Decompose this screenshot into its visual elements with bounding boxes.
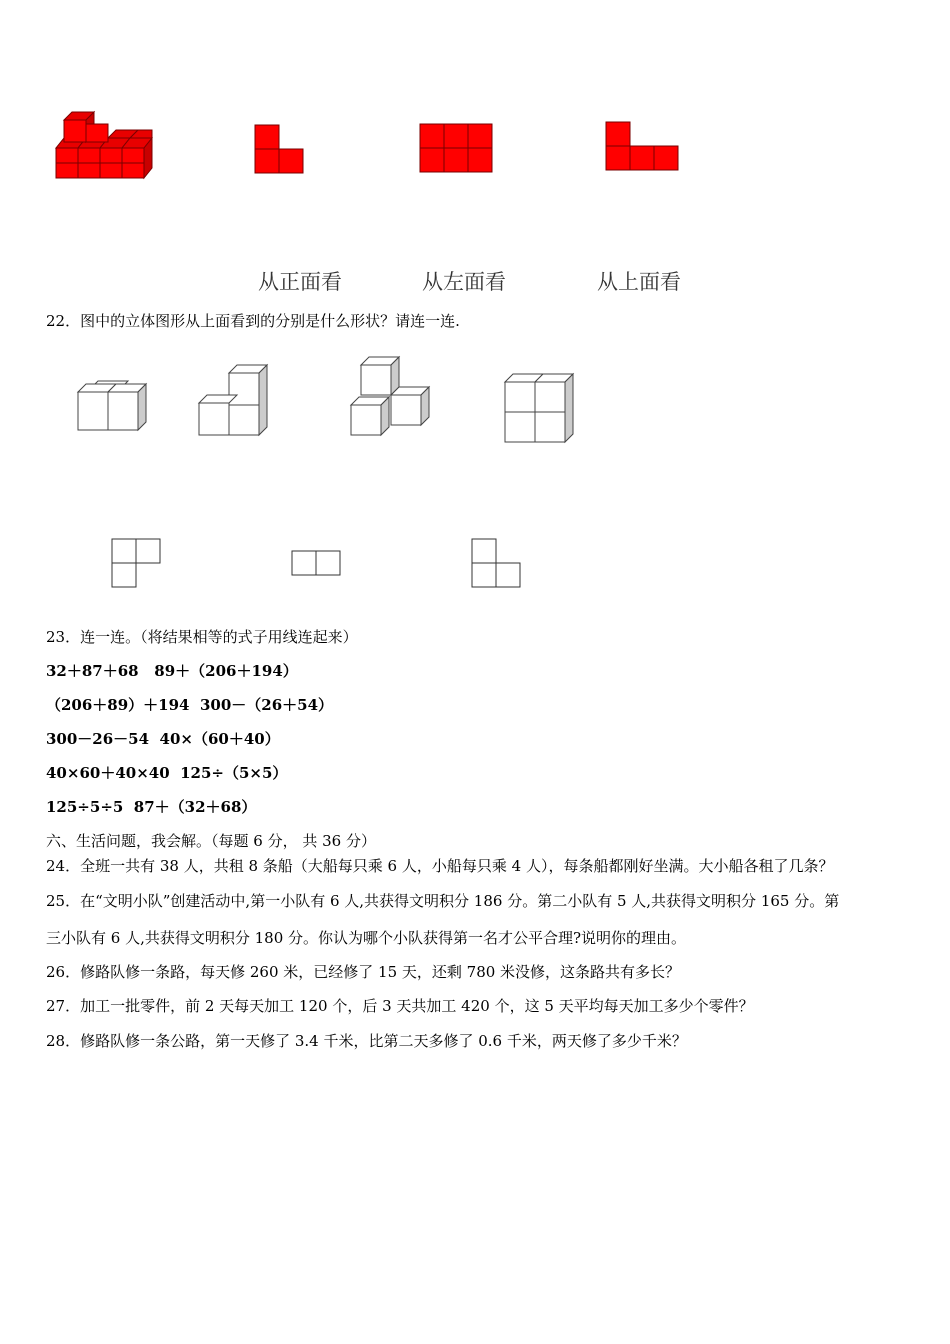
question-22: 22．图中的立体图形从上面看到的分别是什么形状？请连一连. [46,312,460,330]
expression-row [46,764,287,782]
question-26: 26．修路队修一条路，每天修 260 米，已经修了 15 天，还剩 780 米没修，这条路共有多长？ [46,963,681,981]
cube-figure-1 [76,380,152,434]
flat-shape-2 [292,551,342,577]
question-25-line-1: 25．在“文明小队”创建活动中,第一小队有 6 人,共获得文明积分 186 分。第二小队有 5 人,共获得文明积分 165 分。第 [46,892,840,910]
expression-right: 40×（60＋40） [159,730,280,748]
red-3d-figure [52,108,152,184]
question-25-line-2: 三小队有 6 人,共获得文明积分 180 分。你认为哪个小队获得第一名才公平合理?说明你的理由。 [46,929,687,947]
expression-row [46,662,298,680]
expression-row [46,798,256,816]
front-view-shape [255,125,305,175]
expression-right: 125÷（5×5） [180,764,288,782]
expression-left: 40×60＋40×40 [46,764,170,782]
flat-shape-1 [112,539,162,589]
left-view-label: 从左面看 [422,270,506,294]
top-view-shape [606,122,680,172]
question-23-title: 23．连一连。（将结果相等的式子用线连起来） [46,628,358,646]
cube-figure-2 [197,363,273,437]
expression-left: 125÷5÷5 [46,798,124,816]
expression-row [46,730,280,748]
expression-left: （206＋89）＋194 [46,696,190,714]
expression-right: 89＋（206＋194） [154,662,298,680]
question-28: 28．修路队修一条公路，第一天修了 3.4 千米，比第二天多修了 0.6 千米，两天修了多少千米？ [46,1032,687,1050]
top-view-label: 从上面看 [597,270,681,294]
question-24: 24．全班一共有 38 人，共租 8 条船（大船每只乘 6 人，小船每只乘 4 人），每条船都刚好坐满。大小船各租了几条？ [46,857,834,875]
front-view-label: 从正面看 [258,270,342,294]
expression-left: 300－26－54 [46,730,150,748]
expression-right: 300－（26＋54） [199,696,334,714]
cube-figure-3 [349,355,433,439]
question-27: 27．加工一批零件，前 2 天每天加工 120 个，后 3 天共加工 420 个，这 5 天平均每天加工多少个零件？ [46,997,754,1015]
section-6-heading: 六、生活问题，我会解。（每题 6 分， 共 36 分） [46,832,376,850]
expression-right: 87＋（32＋68） [133,798,257,816]
flat-shape-3 [472,539,522,589]
left-view-shape [420,124,494,174]
expression-left: 32＋87＋68 [46,662,139,680]
expression-row [46,696,333,714]
cube-figure-4 [503,372,579,444]
